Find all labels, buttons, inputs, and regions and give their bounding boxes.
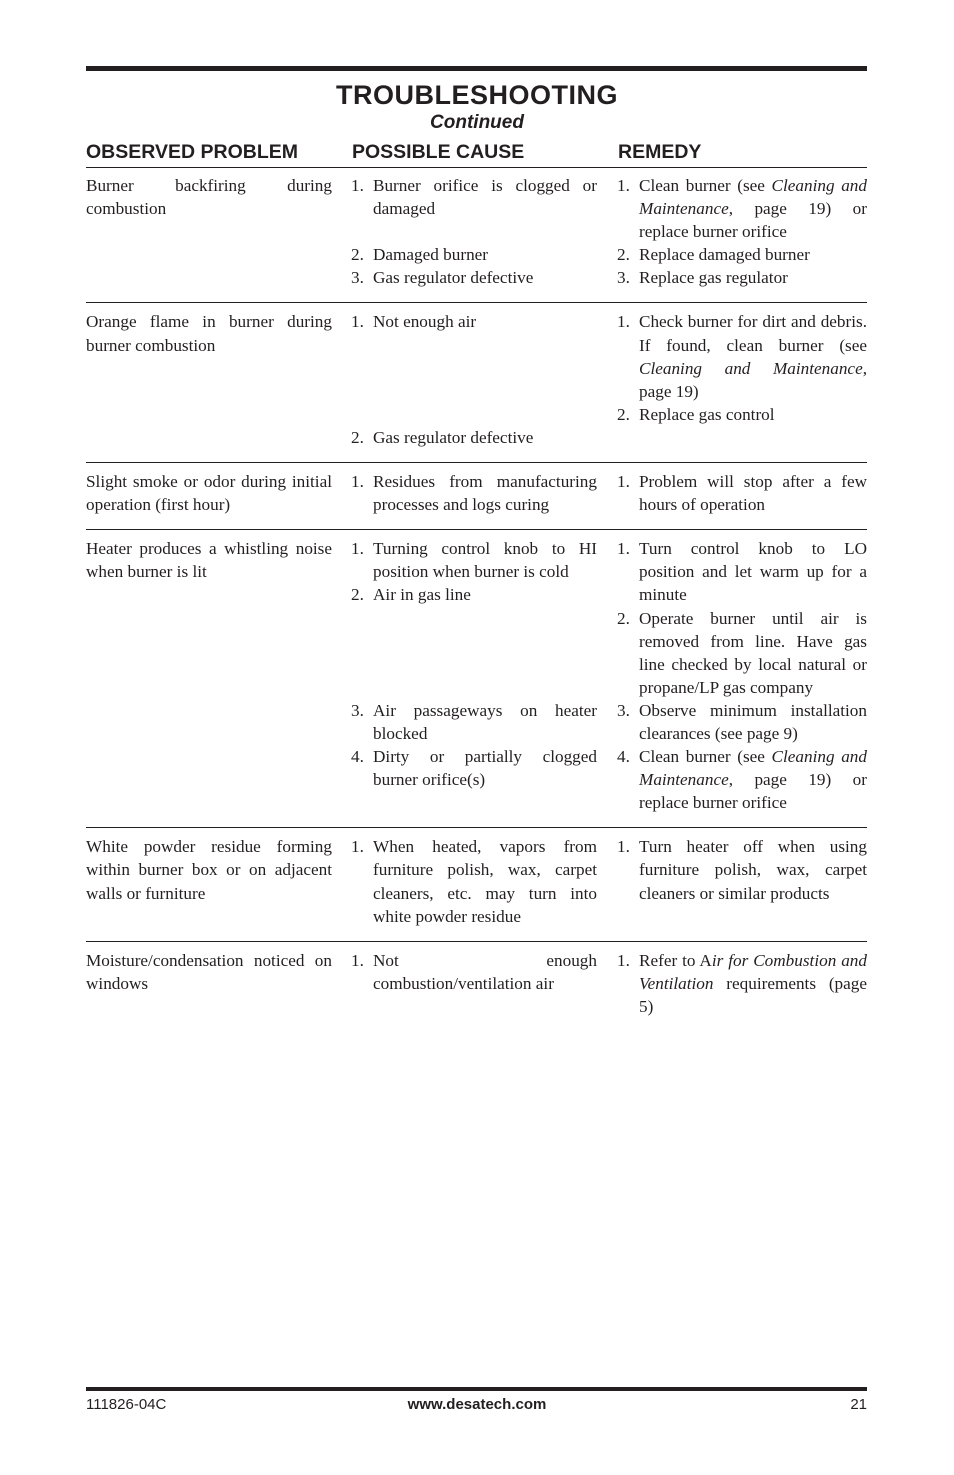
- remedy-cell: [617, 470, 867, 516]
- problem-cell: Burner backfiring during combustion: [86, 176, 332, 219]
- page-subtitle: Continued: [430, 112, 524, 133]
- cause-item: 2. Damaged burner: [351, 245, 489, 265]
- document-number: 111826-04C: [86, 1396, 167, 1413]
- remedy-item: 3. Observe minimum installation clearances (see page 9): [617, 700, 867, 743]
- remedy-item: 1. Problem will stop after a few hours of operation: [617, 472, 867, 515]
- remedy-cell: [617, 949, 867, 1018]
- cause-item: 1. Not enough combustion/ventilation air: [351, 950, 597, 993]
- problem-cell: Moisture/condensation noticed on windows: [86, 950, 332, 993]
- cause-item: 3. Gas regulator defective: [351, 268, 534, 288]
- cause-cell: [351, 470, 597, 516]
- cause-item: 2. Air in gas line: [351, 585, 471, 605]
- cause-item: 1. Turning control knob to HI position when burner is cold: [351, 539, 597, 582]
- cause-item: 1. When heated, vapors from furniture polish, wax, carpet cleaners, etc. may turn into white powder residue: [351, 837, 597, 926]
- cause-item: 3. Air passageways on heater blocked: [351, 700, 597, 743]
- remedy-item: 2. Replace damaged burner: [617, 245, 810, 265]
- remedy-item: 3. Replace gas regulator: [617, 268, 788, 288]
- remedy-item: 2. Operate burner until air is removed from line. Have gas line checked by local natural or propane/LP gas company: [617, 608, 867, 697]
- cause-cell: [351, 835, 597, 927]
- remedy-cell: [617, 835, 867, 904]
- table-row: [86, 463, 867, 530]
- header-observed-problem: OBSERVED PROBLEM: [86, 141, 299, 163]
- cause-item: 1. Residues from manufacturing processes and logs curing: [351, 472, 597, 515]
- problem-cell: White powder residue forming within burner box or on adjacent walls or furniture: [86, 837, 332, 903]
- remedy-item: 1. Refer to Air for Combustion and Ventilation requirements (page 5): [617, 950, 867, 1016]
- column-headers: [86, 141, 867, 167]
- remedy-item: 1. Clean burner (see Cleaning and Maintenance, page 19) or replace burner orifice: [617, 176, 867, 242]
- remedy-item: 1. Turn heater off when using furniture polish, wax, carpet cleaners or similar products: [617, 837, 867, 903]
- cause-item: 2. Gas regulator defective: [351, 427, 534, 447]
- page-title: TROUBLESHOOTING: [336, 80, 618, 110]
- top-rule: [86, 66, 867, 71]
- cause-cell: [351, 949, 597, 995]
- footer-rule: [86, 1387, 867, 1391]
- remedy-item: 1. Check burner for dirt and debris. If found, clean burner (see Cleaning and Maintenance, page 19): [617, 312, 867, 401]
- table-row: [86, 303, 867, 463]
- remedy-item: 1. Turn control knob to LO position and let warm up for a minute: [617, 539, 867, 605]
- remedy-cell: [617, 537, 867, 814]
- troubleshooting-table: [86, 167, 867, 1031]
- remedy-item: 2. Replace gas control: [617, 404, 775, 424]
- cause-cell: [351, 174, 597, 289]
- header-remedy: REMEDY: [618, 141, 702, 163]
- problem-cell: Heater produces a whistling noise when burner is lit: [86, 539, 332, 582]
- header-possible-cause: POSSIBLE CAUSE: [352, 141, 525, 163]
- table-row: [86, 530, 867, 828]
- table-row: [86, 167, 867, 303]
- cause-cell: [351, 537, 597, 791]
- cause-cell: [351, 310, 597, 449]
- website-url: www.desatech.com: [407, 1396, 547, 1413]
- remedy-cell: [617, 310, 867, 425]
- cause-item: 1. Not enough air: [351, 312, 477, 332]
- cause-item: 1. Burner orifice is clogged or damaged: [351, 176, 597, 219]
- page-number: 21: [850, 1396, 867, 1413]
- table-row: [86, 828, 867, 941]
- problem-cell: Orange flame in burner during burner combustion: [86, 312, 332, 355]
- remedy-cell: [617, 174, 867, 289]
- table-row: [86, 942, 867, 1031]
- cause-item: 4. Dirty or partially clogged burner orifice(s): [351, 747, 597, 790]
- remedy-item: 4. Clean burner (see Cleaning and Maintenance, page 19) or replace burner orifice: [617, 747, 867, 813]
- problem-cell: Slight smoke or odor during initial operation (first hour): [86, 472, 332, 515]
